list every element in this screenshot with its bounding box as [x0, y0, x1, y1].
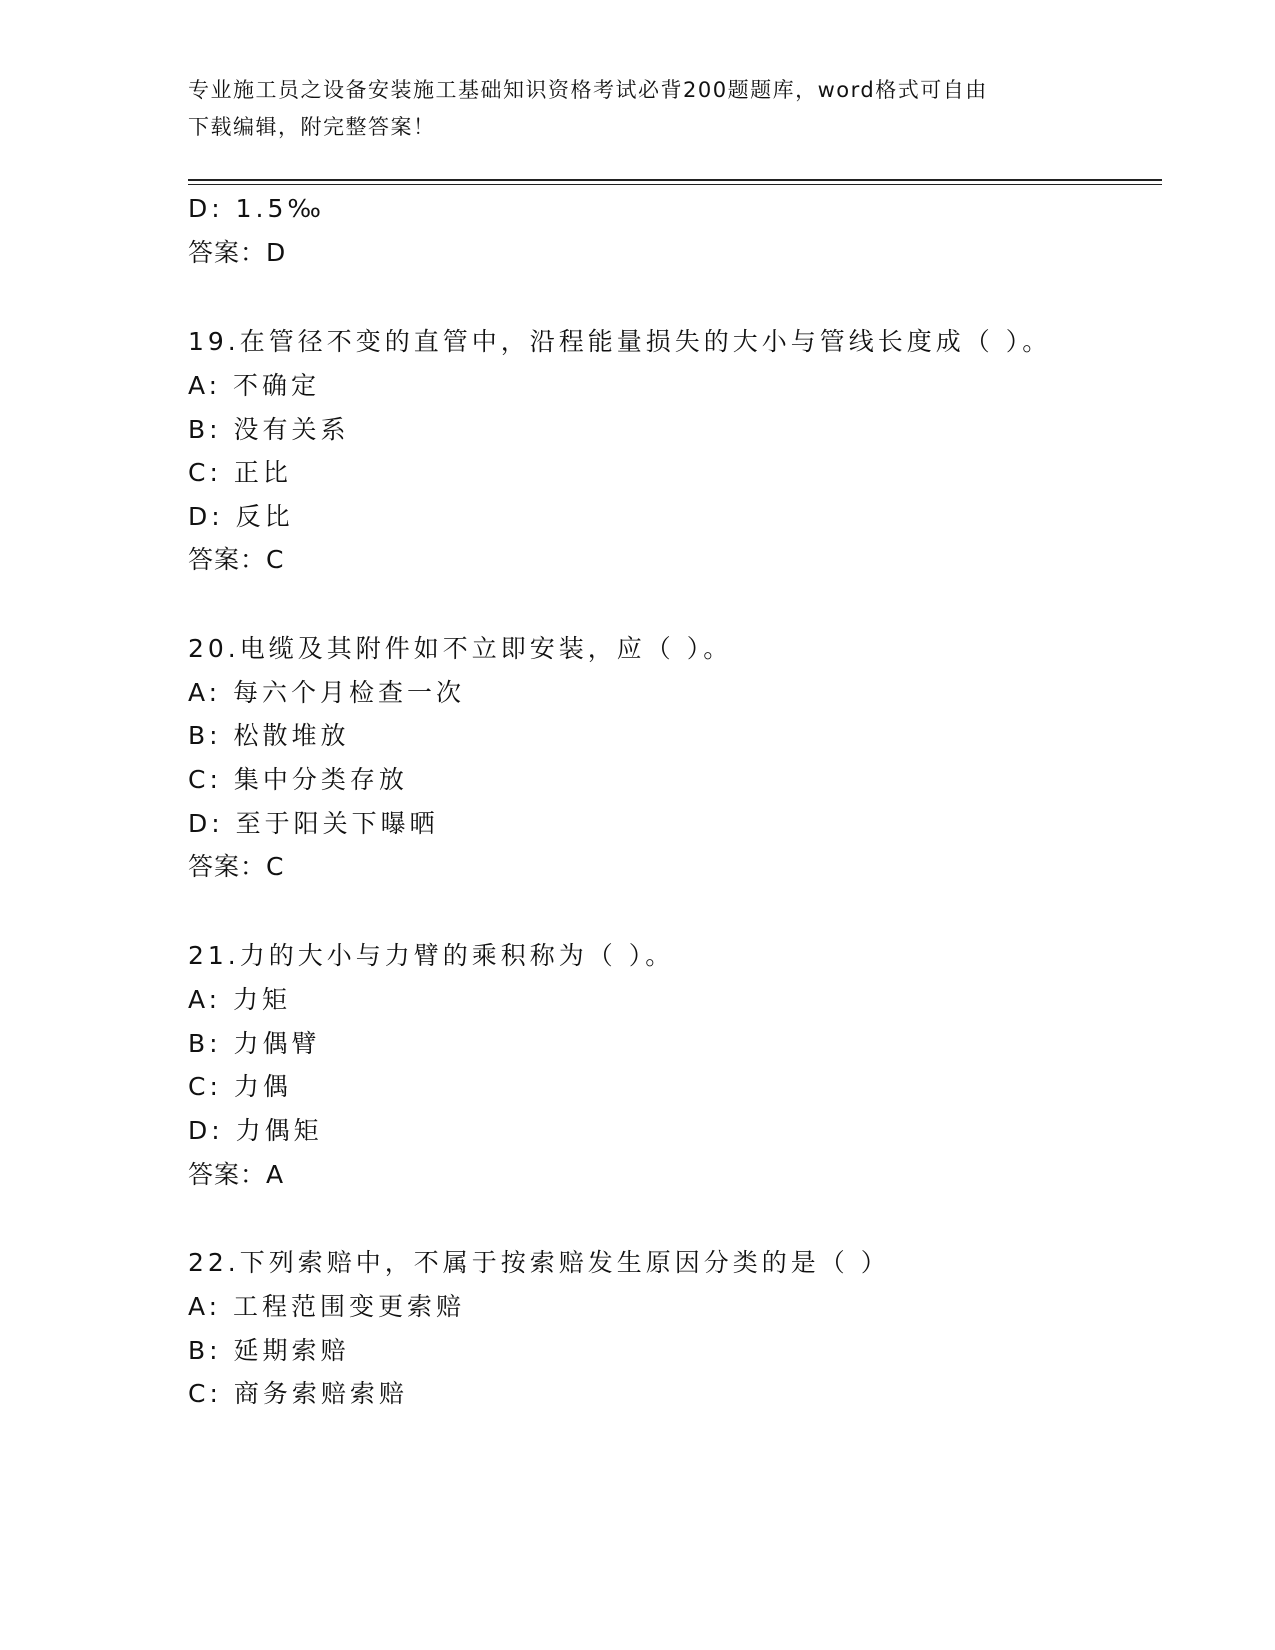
question-22: 22.下列索赔中，不属于按索赔发生原因分类的是（ ） — [188, 1248, 890, 1277]
option-c: C: 力偶 — [188, 1072, 292, 1101]
option-b: B: 延期索赔 — [188, 1336, 350, 1365]
option-d: D: 1.5‰ — [188, 194, 325, 223]
option-b: B: 没有关系 — [188, 415, 350, 444]
option-d: D: 至于阳关下曝晒 — [188, 809, 439, 838]
option-a: A: 每六个月检查一次 — [188, 678, 466, 707]
option-d: D: 反比 — [188, 502, 294, 531]
header-line-1: 专业施工员之设备安装施工基础知识资格考试必背200题题库，word格式可自由 — [188, 78, 988, 102]
option-a: A: 力矩 — [188, 985, 292, 1014]
option-b: B: 松散堆放 — [188, 721, 350, 750]
answer: 答案：C — [188, 852, 285, 881]
answer: 答案：D — [188, 238, 287, 267]
option-d: D: 力偶矩 — [188, 1116, 323, 1145]
option-c: C: 集中分类存放 — [188, 765, 408, 794]
option-a: A: 工程范围变更索赔 — [188, 1292, 466, 1321]
question-21: 21.力的大小与力臂的乘积称为（ ）。 — [188, 941, 675, 970]
question-20: 20.电缆及其附件如不立即安装，应（ ）。 — [188, 634, 733, 663]
option-a: A: 不确定 — [188, 371, 321, 400]
option-c: C: 商务索赔索赔 — [188, 1379, 408, 1408]
answer: 答案：A — [188, 1160, 285, 1189]
header-line-2: 下载编辑，附完整答案！ — [188, 115, 436, 139]
document-header — [188, 72, 1088, 146]
answer: 答案：C — [188, 545, 285, 574]
header-divider-top — [188, 179, 1162, 181]
option-c: C: 正比 — [188, 458, 292, 487]
question-19: 19.在管径不变的直管中，沿程能量损失的大小与管线长度成（ ）。 — [188, 327, 1052, 356]
option-b: B: 力偶臂 — [188, 1029, 321, 1058]
header-divider-bottom — [188, 184, 1162, 185]
